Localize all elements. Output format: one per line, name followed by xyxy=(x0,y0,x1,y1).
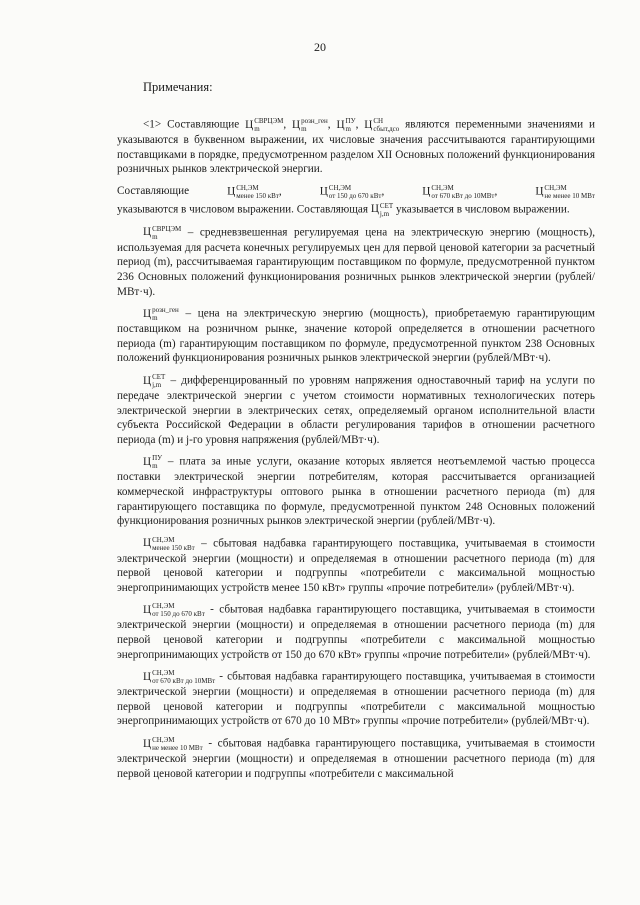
definitions-list xyxy=(117,225,595,781)
definition-text: – сбытовая надбавка гарантирующего поставщика, учитываемая в стоимости электрической энергии (мощности) и определяемая в отношении расчетного периода (m) для первой ценовой категории и подгруппы «потребители с максимальной мощностью энергопринимающих устройств менее 150 кВт» группы «прочие потребители» (рублей/МВт·ч). xyxy=(117,537,596,594)
intro-text-end: являются переменными значениями и указываются в буквенном выражении, их числовые значения рассчитываются гарантирующими поставщиками в порядке, предусмотренном разделом XII Основных положений функционирования розничных рынков электрической энергии. xyxy=(117,118,595,176)
components-text-end: указывается в числовом выражении. xyxy=(395,203,570,216)
notes-heading: Примечания: xyxy=(143,80,213,94)
definition-symbol: Ц СН,ЭМ менее 150 кВт xyxy=(143,535,195,552)
definition-item xyxy=(117,454,595,528)
components-paragraph xyxy=(117,184,595,218)
symbol-sn-150-670: Ц СН,ЭМ от 150 до 670 кВт , xyxy=(319,183,385,200)
symbol-rozn-gen: Ц розн_ген m xyxy=(292,117,328,133)
definition-text: – плата за иные услуги, оказание которых является неотъемлемой частью процесса поставки электрической энергии потребителям, которая рассчитывается организацией коммерческой инфраструктуры оптового рынка в отношении расчетного периода (m) для гарантирующего поставщика по формуле, предусмотренной пунктом 248 Основных положений функционирования розничных рынков электрической энергии (рублей/МВт·ч). xyxy=(117,455,595,528)
definition-symbol: Ц ПУ m xyxy=(143,454,163,471)
definition-symbol: Ц СН,ЭМ от 670 кВт до 10МВт xyxy=(143,669,216,686)
symbol-pu: Ц ПУ m xyxy=(336,117,356,133)
intro-text-start: Составляющие xyxy=(167,118,240,131)
definition-item xyxy=(117,225,595,299)
definition-text: – дифференцированный по уровням напряжения одноставочный тариф на услуги по передаче электрической энергии с учетом стоимости нормативных технологических потерь электрической энергии в электрических сетях, определяемый органом исполнительной власти субъекта Российской Федерации в области регулирования тарифов в отношении расчетного периода (m) и j-го уровня напряжения (рублей/МВт·ч). xyxy=(117,374,596,446)
symbol-sn-670-10: Ц СН,ЭМ от 670 кВт до 10МВт , xyxy=(422,183,498,200)
definition-item xyxy=(117,736,595,781)
definition-item xyxy=(117,536,595,596)
definition-text: – цена на электрическую энергию (мощность), приобретаемую гарантирующим поставщиком на розничном рынке, значение которой определяется в отношении расчетного периода (m) гарантирующим поставщиком по формуле, предусмотренной пунктом 238 Основных положений функционирования розничных рынков электрической энергии (рублей/МВт·ч). xyxy=(117,307,595,365)
definition-symbol: Ц СЕТ j,m xyxy=(143,372,166,389)
symbol-sn-lt150: Ц СН,ЭМ менее 150 кВт , xyxy=(227,183,282,200)
symbol-svrcem: Ц СВРЦЭМ m xyxy=(245,117,284,133)
symbol-set: Ц СЕТ j,m xyxy=(370,201,394,218)
definition-item xyxy=(117,306,595,366)
definition-text: - сбытовая надбавка гарантирующего поставщика, учитываемая в стоимости электрической энергии (мощности) и определяемая в отношении расчетного периода (m) для первой ценовой категории и подгруппы «потребители с максимальной мощностью энергопринимающих устройств от 670 до 10 МВт» группы «прочие потребители» (рублей/МВт·ч). xyxy=(117,670,595,728)
definition-text: – средневзвешенная регулируемая цена на электрическую энергию (мощность), используемая для расчета конечных регулируемых цен для первой ценовой категории за расчетный период (m), рассчитываемая гарантирующим поставщиком по формуле, предусмотренной пунктом 236 Основных положений функционирования розничных рынков электрической энергии (рублей/МВт·ч). xyxy=(117,226,595,298)
note-marker: <1> xyxy=(143,118,162,131)
definition-symbol: Ц СН,ЭМ не менее 10 МВт xyxy=(143,736,203,753)
notes-body xyxy=(117,117,595,788)
symbol-sbyt-dso: Ц СН сбыт,дсо xyxy=(364,117,400,133)
definition-text: - сбытовая надбавка гарантирующего поставщика, учитываемая в стоимости электрической энергии (мощности) и определяемая в отношении расчетного периода (m) для первой ценовой категории и подгруппы «потребители с максимальной мощностью энергопринимающих устройств от 150 до 670 кВт» группы «прочие потребители» (рублей/МВт·ч). xyxy=(117,604,596,661)
components-text: указываются в числовом выражении. Составляющая xyxy=(117,203,369,216)
components-label: Составляющие xyxy=(117,185,190,198)
page-number: 20 xyxy=(314,40,326,54)
definition-item xyxy=(117,669,595,729)
symbol-sn-ge10: Ц СН,ЭМ не менее 10 МВт xyxy=(535,183,595,200)
definition-text: - сбытовая надбавка гарантирующего поставщика, учитываемая в стоимости электрической энергии (мощности) и определяемая в отношении расчетного периода (m) для первой ценовой категории и подгруппы «потребители с максимальной xyxy=(117,737,596,780)
definition-symbol: Ц розн_ген m xyxy=(143,306,179,323)
definition-item xyxy=(117,602,595,662)
definition-item xyxy=(117,373,595,447)
intro-paragraph: <1> Составляющие Ц СВРЦЭМ m , Ц розн_ген m , Ц ПУ m , Ц СН сбыт,дсо являются переменными значениями и указываются в буквенном выражении, их числовые значения рассчитываются гарантирующими поставщиками в порядке, предусмотренном разделом XII Основных положений функционирования розничных рынков электрической энергии. xyxy=(117,117,595,176)
definition-symbol: Ц СВРЦЭМ m xyxy=(143,224,182,241)
definition-symbol: Ц СН,ЭМ от 150 до 670 кВт xyxy=(143,602,205,619)
